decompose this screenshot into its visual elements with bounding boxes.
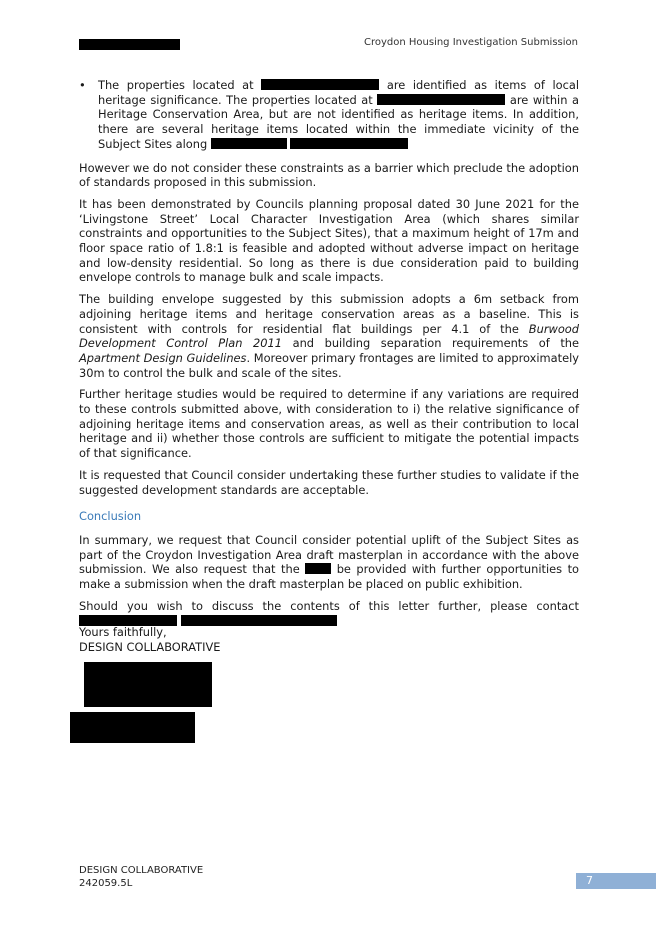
header-redaction xyxy=(79,39,180,50)
redaction xyxy=(211,138,287,149)
footer-company: DESIGN COLLABORATIVE xyxy=(79,865,204,876)
footer xyxy=(79,865,203,890)
footer-ref: 242059.5L xyxy=(79,877,133,889)
signoff-greeting: Yours faithfully, xyxy=(79,625,167,639)
header-title: Croydon Housing Investigation Submission xyxy=(363,37,578,48)
redaction xyxy=(377,94,505,105)
signoff-company: DESIGN COLLABORATIVE xyxy=(79,639,221,654)
redaction xyxy=(79,615,177,626)
page-number: 7 xyxy=(586,874,593,887)
heritage-bullet: • The properties located at are identified as items of local heritage significance. The properties located at are within a Heritage Conservation Area, but are not identified as heritage items. In addition, there are several heritage items located within the immediate vicinity of the Subject Sites along xyxy=(79,78,580,151)
paragraph: However we do not consider these constraints as a barrier which preclude the adoption of standards proposed in this submission. xyxy=(79,160,579,190)
paragraph: Should you wish to discuss the contents of this letter further, please contact xyxy=(79,599,579,628)
paragraph: It is requested that Council consider undertaking these further studies to validate if the suggested development standards are acceptable. xyxy=(79,467,579,497)
signoff xyxy=(79,625,220,654)
paragraph: The building envelope suggested by this submission adopts a 6m setback from adjoining heritage items and heritage conservation areas as a baseline. This is consistent with controls for residential flat buildings per 4.1 of the Burwood Development Control Plan 2011 and building separation requirements of the Apartment Design Guidelines. Moreover primary frontages are limited to approximately 30m to control the bulk and scale of the sites. xyxy=(79,292,580,380)
bullet-icon: • xyxy=(79,78,86,92)
page-number-box xyxy=(576,873,656,889)
paragraph: In summary, we request that Council consider potential uplift of the Subject Sites as part of the Croydon Investigation Area draft masterplan in accordance with the above submission. We also request that the be provided with further opportunities to make a submission when the draft masterplan be placed on public exhibition. xyxy=(79,532,580,592)
letter-body xyxy=(79,78,579,635)
redaction xyxy=(290,138,408,149)
signature-redaction xyxy=(84,662,212,707)
signatory-redaction xyxy=(70,712,195,743)
redaction xyxy=(261,79,379,90)
redaction xyxy=(181,615,337,626)
conclusion-heading: Conclusion xyxy=(79,509,142,524)
paragraph: It has been demonstrated by Councils planning proposal dated 30 June 2021 for the ‘Livingstone Street’ Local Character Investigation Area (which shares similar constraints and opportunities to the Subject Sites), that a maximum height of 17m and floor space ratio of 1.8:1 is feasible and adopted without adverse impact on heritage and low-density residential. So long as there is due consideration paid to building envelope controls to manage bulk and scale impacts. xyxy=(79,196,579,285)
paragraph: Further heritage studies would be required to determine if any variations are required to these controls submitted above, with consideration to i) the relative significance of adjoining heritage items and conservation areas, as well as their contribution to local heritage and ii) whether those controls are sufficient to mitigate the potential impacts of that significance. xyxy=(79,387,579,461)
redaction xyxy=(305,563,331,574)
